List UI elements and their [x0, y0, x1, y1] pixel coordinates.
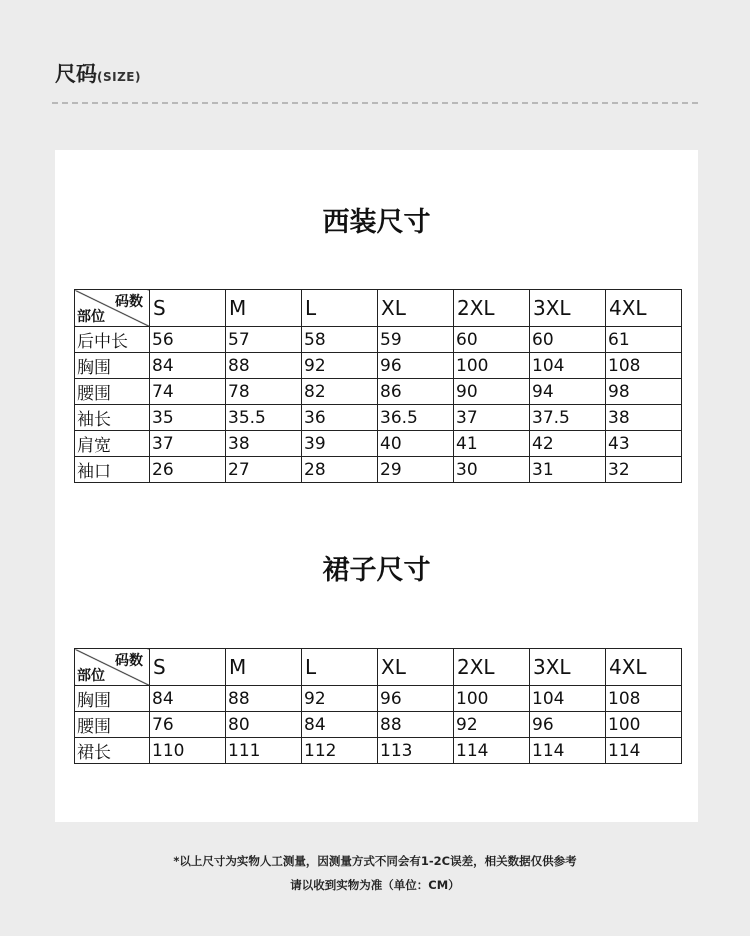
value-cell: 114 [454, 738, 530, 764]
row-label-cell: 后中长 [75, 327, 150, 353]
value-cell: 76 [150, 712, 226, 738]
table-row [75, 327, 682, 353]
value-cell: 84 [302, 712, 378, 738]
value-cell: 37.5 [530, 405, 606, 431]
value-cell: 108 [606, 686, 682, 712]
section-subtitle: (SIZE) [97, 70, 141, 84]
value-cell: 28 [302, 457, 378, 483]
value-cell: 113 [378, 738, 454, 764]
corner-header-cell [75, 290, 150, 327]
corner-size-label: 码数 [115, 653, 143, 669]
table-header-row [75, 649, 682, 686]
value-cell: 88 [226, 353, 302, 379]
value-cell: 100 [454, 686, 530, 712]
value-cell: 112 [302, 738, 378, 764]
value-cell: 100 [454, 353, 530, 379]
value-cell: 88 [226, 686, 302, 712]
value-cell: 114 [606, 738, 682, 764]
table-row [75, 686, 682, 712]
skirt-size-table [74, 648, 682, 764]
value-cell: 43 [606, 431, 682, 457]
value-cell: 57 [226, 327, 302, 353]
value-cell: 40 [378, 431, 454, 457]
value-cell: 88 [378, 712, 454, 738]
table-row [75, 431, 682, 457]
section-title: 尺码 [55, 62, 97, 86]
value-cell: 61 [606, 327, 682, 353]
value-cell: 37 [150, 431, 226, 457]
value-cell: 60 [454, 327, 530, 353]
skirt-size-title: 裙子尺寸 [322, 555, 431, 586]
size-header-cell: 2XL [454, 649, 530, 686]
unit-note: 请以收到实物为准（单位：CM） [290, 878, 460, 892]
value-cell: 27 [226, 457, 302, 483]
size-header-cell: M [226, 290, 302, 327]
row-label-cell: 袖口 [75, 457, 150, 483]
table-row [75, 379, 682, 405]
value-cell: 96 [530, 712, 606, 738]
table-row [75, 712, 682, 738]
value-cell: 41 [454, 431, 530, 457]
row-label-cell: 袖长 [75, 405, 150, 431]
size-header-cell: 3XL [530, 649, 606, 686]
value-cell: 104 [530, 353, 606, 379]
size-header-cell: 4XL [606, 649, 682, 686]
value-cell: 29 [378, 457, 454, 483]
size-header-cell: M [226, 649, 302, 686]
value-cell: 74 [150, 379, 226, 405]
value-cell: 32 [606, 457, 682, 483]
value-cell: 31 [530, 457, 606, 483]
value-cell: 80 [226, 712, 302, 738]
value-cell: 108 [606, 353, 682, 379]
value-cell: 84 [150, 353, 226, 379]
size-header-cell: XL [378, 649, 454, 686]
table-row [75, 457, 682, 483]
row-label-cell: 裙长 [75, 738, 150, 764]
table-row [75, 353, 682, 379]
value-cell: 82 [302, 379, 378, 405]
value-cell: 35 [150, 405, 226, 431]
value-cell: 92 [454, 712, 530, 738]
size-header-cell: XL [378, 290, 454, 327]
row-label-cell: 腰围 [75, 379, 150, 405]
value-cell: 58 [302, 327, 378, 353]
corner-part-label: 部位 [77, 668, 105, 684]
value-cell: 35.5 [226, 405, 302, 431]
value-cell: 84 [150, 686, 226, 712]
value-cell: 60 [530, 327, 606, 353]
value-cell: 94 [530, 379, 606, 405]
table-header-row [75, 290, 682, 327]
value-cell: 78 [226, 379, 302, 405]
row-label-cell: 肩宽 [75, 431, 150, 457]
suit-size-table [74, 289, 682, 483]
suit-size-title: 西装尺寸 [322, 207, 431, 238]
value-cell: 92 [302, 353, 378, 379]
row-label-cell: 胸围 [75, 686, 150, 712]
value-cell: 104 [530, 686, 606, 712]
row-label-cell: 胸围 [75, 353, 150, 379]
section-header [55, 58, 141, 88]
value-cell: 26 [150, 457, 226, 483]
size-header-cell: 3XL [530, 290, 606, 327]
size-header-cell: S [150, 649, 226, 686]
value-cell: 114 [530, 738, 606, 764]
value-cell: 30 [454, 457, 530, 483]
value-cell: 96 [378, 686, 454, 712]
value-cell: 56 [150, 327, 226, 353]
measurement-note: *以上尺寸为实物人工测量，因测量方式不同会有1-2C误差，相关数据仅供参考 [173, 854, 577, 868]
corner-part-label: 部位 [77, 309, 105, 325]
size-header-cell: L [302, 290, 378, 327]
value-cell: 92 [302, 686, 378, 712]
value-cell: 42 [530, 431, 606, 457]
value-cell: 38 [226, 431, 302, 457]
value-cell: 111 [226, 738, 302, 764]
value-cell: 36.5 [378, 405, 454, 431]
corner-header-cell [75, 649, 150, 686]
value-cell: 90 [454, 379, 530, 405]
value-cell: 59 [378, 327, 454, 353]
value-cell: 39 [302, 431, 378, 457]
value-cell: 96 [378, 353, 454, 379]
size-header-cell: L [302, 649, 378, 686]
table-row [75, 738, 682, 764]
row-label-cell: 腰围 [75, 712, 150, 738]
value-cell: 98 [606, 379, 682, 405]
table-row [75, 405, 682, 431]
value-cell: 86 [378, 379, 454, 405]
value-cell: 100 [606, 712, 682, 738]
value-cell: 38 [606, 405, 682, 431]
size-header-cell: S [150, 290, 226, 327]
value-cell: 36 [302, 405, 378, 431]
dashed-divider [52, 102, 698, 104]
size-chart-card [55, 150, 698, 822]
value-cell: 37 [454, 405, 530, 431]
size-header-cell: 2XL [454, 290, 530, 327]
size-header-cell: 4XL [606, 290, 682, 327]
corner-size-label: 码数 [115, 294, 143, 310]
value-cell: 110 [150, 738, 226, 764]
